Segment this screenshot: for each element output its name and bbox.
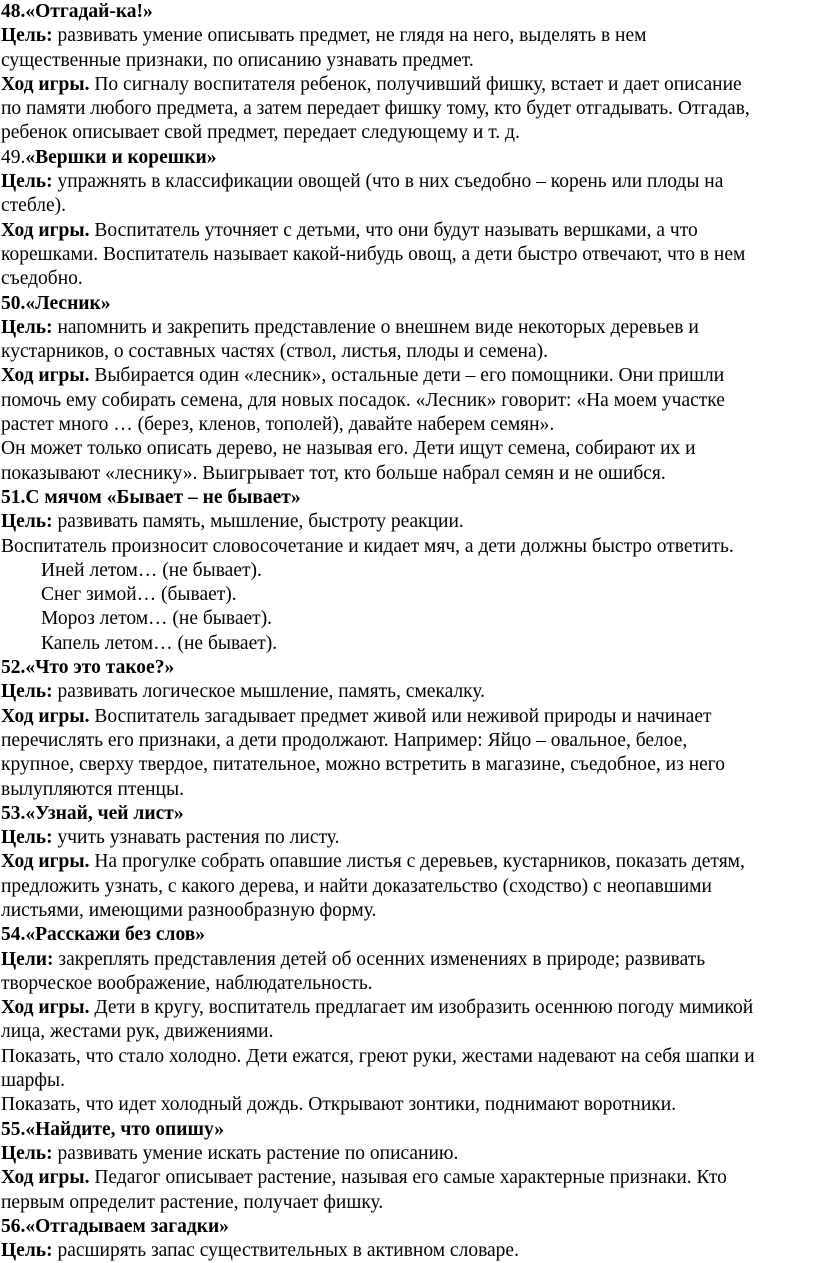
bold-label: 52.«Что это такое?» <box>1 657 175 679</box>
text-line <box>1 389 814 413</box>
text-line <box>1 316 814 340</box>
line-text: Показать, что идет холодный дождь. Открывают зонтики, поднимают воротники. <box>1 1094 677 1116</box>
bold-label: Ход игры. <box>1 219 90 241</box>
text-line <box>1 899 814 923</box>
text-line <box>1 1215 814 1239</box>
line-text: закреплять представления детей об осенних изменениях в природе; развивать <box>53 948 706 970</box>
text-line <box>1 705 814 729</box>
line-text: Педагог описывает растение, называя его самые характерные признаки. Кто <box>89 1167 727 1189</box>
text-line <box>1 1020 814 1044</box>
text-line <box>1 292 814 316</box>
line-text: существенные признаки, по описанию узнавать предмет. <box>1 49 474 71</box>
bold-label: Цель: <box>1 827 53 849</box>
text-line <box>1 778 814 802</box>
line-text: кустарников, о составных частях (ствол, листья, плоды и семена). <box>1 341 548 363</box>
line-text: развивать умение искать растение по описанию. <box>52 1142 459 1164</box>
line-text: ребенок описывает свой предмет, передает следующему и т. д. <box>1 122 520 144</box>
line-text: лица, жестами рук, движениями. <box>1 1021 274 1043</box>
text-line <box>1 826 814 850</box>
text-line <box>1 948 814 972</box>
text-line <box>1 437 814 461</box>
text-line <box>1 340 814 364</box>
line-text: корешками. Воспитатель называет какой-нибудь овощ, а дети быстро отвечают, что в нем <box>1 243 746 265</box>
bold-label: Цель: <box>1 1142 53 1164</box>
bold-label: Цель: <box>1 681 53 703</box>
line-text: Дети в кругу, воспитатель предлагает им изобразить осеннюю погоду мимикой <box>89 997 754 1019</box>
text-line <box>1 972 814 996</box>
line-text: растет много … (берез, кленов, тополей), давайте наберем семян». <box>1 414 555 436</box>
line-text: развивать логическое мышление, память, смекалку. <box>52 681 486 703</box>
line-text: Воспитатель произносит словосочетание и кидает мяч, а дети должны быстро ответить. <box>1 535 734 557</box>
line-text: предложить узнать, с какого дерева, и найти доказательство (сходство) с неопавшими <box>1 875 712 897</box>
bold-label: 56.«Отгадываем загадки» <box>1 1215 229 1237</box>
bold-label: Ход игры. <box>1 997 90 1019</box>
line-text: Он может только описать дерево, не называя его. Дети ищут семена, собирают их и <box>1 438 696 460</box>
line-text: На прогулке собрать опавшие листья с деревьев, кустарников, показать детям, <box>89 851 745 873</box>
text-line <box>1 680 814 704</box>
text-line <box>1 0 814 24</box>
text-line <box>1 73 814 97</box>
line-text: стебле). <box>1 195 67 217</box>
text-line <box>1 413 814 437</box>
bold-label: Ход игры. <box>1 365 90 387</box>
text-line <box>1 559 814 583</box>
line-text: Воспитатель уточняет с детьми, что они будут называть вершками, а что <box>89 219 698 241</box>
bold-label: 51.С мячом «Бывает – не бывает» <box>1 486 301 508</box>
text-line <box>1 850 814 874</box>
text-line <box>1 243 814 267</box>
bold-label: Цель: <box>1 25 53 47</box>
text-line <box>1 1045 814 1069</box>
line-text: показывают «леснику». Выигрывает тот, кто больше набрал семян и не ошибся. <box>1 462 666 484</box>
text-line <box>1 875 814 899</box>
line-text: Воспитатель загадывает предмет живой или неживой природы и начинает <box>89 705 712 727</box>
text-line <box>1 753 814 777</box>
text-line <box>1 510 814 534</box>
bold-label: Цель: <box>1 1240 53 1262</box>
line-prefix: 49. <box>1 146 26 168</box>
line-text: творческое воображение, наблюдательность. <box>1 972 373 994</box>
text-line <box>1 923 814 947</box>
text-line <box>1 1191 814 1215</box>
bold-label: Ход игры. <box>1 851 90 873</box>
text-line <box>1 146 814 170</box>
text-line <box>1 656 814 680</box>
line-text: Снег зимой… (бывает). <box>41 584 237 606</box>
bold-label: 48.«Отгадай-ка!» <box>1 1 153 22</box>
text-line <box>1 1142 814 1166</box>
bold-label: 54.«Расскажи без слов» <box>1 924 206 946</box>
line-text: помочь ему собирать семена, для новых посадок. «Лесник» говорит: «На моем участке <box>1 389 725 411</box>
bold-label: «Вершки и корешки» <box>25 146 217 168</box>
bold-label: Цели: <box>1 948 54 970</box>
text-line <box>1 996 814 1020</box>
line-text: перечислять его признаки, а дети продолжают. Например: Яйцо – овальное, белое, <box>1 729 688 751</box>
text-line <box>1 267 814 291</box>
bold-label: 53.«Узнай, чей лист» <box>1 802 184 824</box>
bold-label: Ход игры. <box>1 705 90 727</box>
line-text: по памяти любого предмета, а затем передает фишку тому, кто будет отгадывать. Отгадав, <box>1 98 750 120</box>
line-text: По сигналу воспитателя ребенок, получивший фишку, встает и дает описание <box>89 73 742 95</box>
line-text: листьями, имеющими разнообразную форму. <box>1 899 377 921</box>
line-text: шарфы. <box>1 1070 66 1092</box>
line-text: Мороз летом… (не бывает). <box>41 608 273 630</box>
bold-label: Ход игры. <box>1 73 90 95</box>
text-line <box>1 802 814 826</box>
line-text: съедобно. <box>1 268 83 290</box>
bold-label: Цель: <box>1 511 53 533</box>
text-line <box>1 535 814 559</box>
text-line <box>1 97 814 121</box>
text-line <box>1 729 814 753</box>
text-line <box>1 1239 814 1263</box>
bold-label: Цель: <box>1 171 53 193</box>
line-text: Выбирается один «лесник», остальные дети – его помощники. Они пришли <box>89 365 725 387</box>
text-line <box>1 194 814 218</box>
bold-label: 55.«Найдите, что опишу» <box>1 1118 224 1140</box>
text-line <box>1 1118 814 1142</box>
line-text: развивать умение описывать предмет, не глядя на него, выделять в нем <box>52 25 647 47</box>
line-text: Показать, что стало холодно. Дети ежатся, греют руки, жестами надевают на себя шапки и <box>1 1045 755 1067</box>
text-line <box>1 632 814 656</box>
text-line <box>1 1069 814 1093</box>
text-line <box>1 170 814 194</box>
line-text: Иней летом… (не бывает). <box>41 559 262 581</box>
line-text: вылупляются птенцы. <box>1 778 184 800</box>
line-text: учить узнавать растения по листу. <box>52 827 340 849</box>
text-line <box>1 462 814 486</box>
text-line <box>1 1093 814 1117</box>
text-line <box>1 486 814 510</box>
bold-label: Цель: <box>1 316 53 338</box>
text-line <box>1 24 814 48</box>
bold-label: 50.«Лесник» <box>1 292 111 314</box>
line-text: первым определит растение, получает фишку. <box>1 1191 384 1213</box>
text-line <box>1 364 814 388</box>
bold-label: Ход игры. <box>1 1167 90 1189</box>
text-line <box>1 219 814 243</box>
text-line <box>1 583 814 607</box>
line-text: упражнять в классификации овощей (что в них съедобно – корень или плоды на <box>52 171 724 193</box>
line-text: напомнить и закрепить представление о внешнем виде некоторых деревьев и <box>52 316 699 338</box>
line-text: крупное, сверху твердое, питательное, можно встретить в магазине, съедобное, из него <box>1 754 726 776</box>
line-text: расширять запас существительных в активном словаре. <box>52 1240 519 1262</box>
text-line <box>1 49 814 73</box>
text-line <box>1 607 814 631</box>
text-line <box>1 1166 814 1190</box>
line-text: развивать память, мышление, быстроту реакции. <box>52 511 464 533</box>
text-line <box>1 121 814 145</box>
line-text: Капель летом… (не бывает). <box>41 632 278 654</box>
